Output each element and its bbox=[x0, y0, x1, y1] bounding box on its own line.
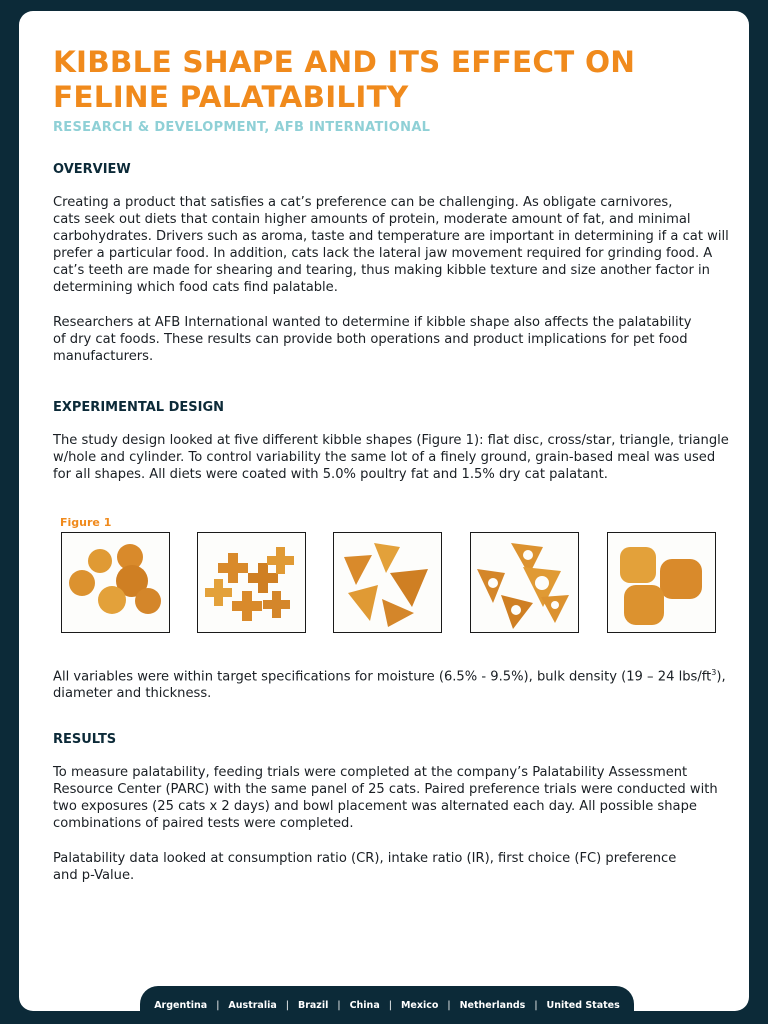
footer-country: Mexico bbox=[400, 999, 439, 1011]
footer-country: China bbox=[349, 999, 380, 1011]
footer-country: Australia bbox=[228, 999, 277, 1011]
footer-country: Argentina bbox=[154, 999, 208, 1011]
results-paragraph-2: Palatability data looked at consumption ratio (CR), intake ratio (IR), first choice (FC) preference and p-Value. bbox=[53, 851, 677, 883]
footer-separator: | bbox=[337, 999, 341, 1011]
footer-separator: | bbox=[447, 999, 451, 1011]
footer-country: Netherlands bbox=[459, 999, 526, 1011]
kibble-image-cylinder bbox=[607, 532, 716, 633]
footer-separator: | bbox=[216, 999, 220, 1011]
document-page bbox=[19, 11, 749, 1011]
footer-separator: | bbox=[534, 999, 538, 1011]
footer-separator: | bbox=[388, 999, 392, 1011]
footer-country-bar bbox=[140, 986, 634, 1024]
kibble-image-flat-disc bbox=[61, 532, 170, 633]
design-heading: EXPERIMENTAL DESIGN bbox=[53, 400, 225, 415]
kibble-image-triangle bbox=[333, 532, 442, 633]
design-paragraph-2: All variables were within target specifications for moisture (6.5% - 9.5%), bulk density (19 – 24 lbs/$ft^3$), diameter and thickness. bbox=[53, 668, 726, 702]
results-paragraph-1: To measure palatability, feeding trials were completed at the company’s Palatability Assessment Resource Center (PARC) with the same panel of 25 cats. Paired preference trials were conducted with two exposures (25 cats x 2 days) and bowl placement was alternated each day. All possible shape combinations of paired tests were completed. bbox=[53, 765, 718, 831]
footer-separator: | bbox=[285, 999, 289, 1011]
results-heading: RESULTS bbox=[53, 732, 117, 747]
page-title: KIBBLE SHAPE AND ITS EFFECT ON FELINE PALATABILITY bbox=[53, 45, 636, 114]
figure-label: Figure 1 bbox=[60, 516, 112, 529]
page-subtitle: RESEARCH & DEVELOPMENT, AFB INTERNATIONAL bbox=[53, 120, 431, 135]
footer-country: United States bbox=[546, 999, 620, 1011]
footer-country: Brazil bbox=[297, 999, 329, 1011]
kibble-image-cross-star bbox=[197, 532, 306, 633]
overview-paragraph-1: Creating a product that satisfies a cat’s preference can be challenging. As obligate carnivores, cats seek out diets that contain higher amounts of protein, moderate amount of fat, and minimal carbohydrates. Drivers such as aroma, taste and temperature are important in determining if a cat will prefer a particular food. In addition, cats lack the lateral jaw movement required for grinding food. A cat’s teeth are made for shearing and tearing, thus making kibble texture and size another factor in determining which food cats find palatable. bbox=[53, 195, 729, 295]
overview-heading: OVERVIEW bbox=[53, 162, 131, 177]
overview-paragraph-2: Researchers at AFB International wanted to determine if kibble shape also affects the palatability of dry cat foods. These results can provide both operations and product implications for pet food manufacturers. bbox=[53, 315, 692, 364]
design-paragraph-1: The study design looked at five different kibble shapes (Figure 1): flat disc, cross/star, triangle, triangle w/hole and cylinder. To control variability the same lot of a finely ground, grain-based meal was used for all shapes. All diets were coated with 5.0% poultry fat and 1.5% dry cat palatant. bbox=[53, 433, 729, 482]
kibble-image-triangle-with-hole bbox=[470, 532, 579, 633]
